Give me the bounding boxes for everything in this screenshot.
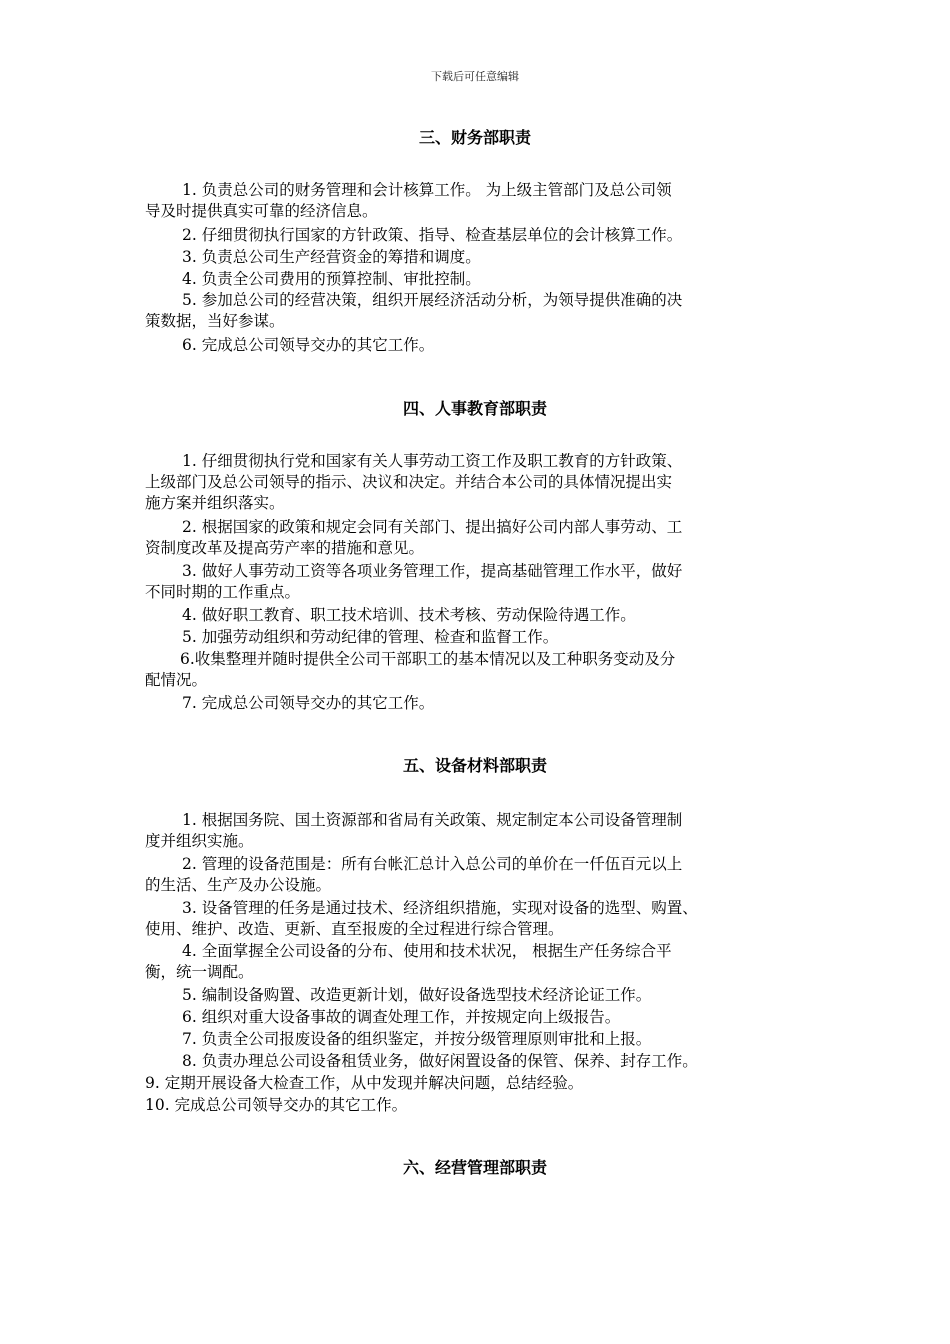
- finance-item-1: [145, 180, 825, 222]
- paragraph-line: 6. 组织对重大设备事故的调查处理工作，并按规定向上级报告。: [182, 1008, 621, 1026]
- paragraph-line: 度并组织实施。: [145, 832, 254, 850]
- paragraph-line: 4. 负责全公司费用的预算控制、审批控制。: [182, 270, 481, 288]
- paragraph-line: 2. 管理的设备范围是：所有台帐汇总计入总公司的单价在一仟伍百元以上: [182, 855, 683, 873]
- hr-item-6: [145, 649, 825, 691]
- paragraph-line: 2. 根据国家的政策和规定会同有关部门、提出搞好公司内部人事劳动、工: [182, 518, 683, 536]
- finance-item-3: [145, 247, 825, 268]
- paragraph-line: 8. 负责办理总公司设备租赁业务，做好闲置设备的保管、保养、封存工作。: [182, 1052, 698, 1070]
- paragraph-line: 1. 负责总公司的财务管理和会计核算工作。 为上级主管部门及总公司领: [182, 181, 672, 199]
- equipment-item-2: [145, 854, 825, 896]
- paragraph-line: 5. 加强劳动组织和劳动纪律的管理、检查和监督工作。: [182, 628, 559, 646]
- equipment-item-9: [145, 1073, 825, 1094]
- paragraph-line: 1. 仔细贯彻执行党和国家有关人事劳动工资工作及职工教育的方针政策、: [182, 452, 683, 470]
- hr-item-2: [145, 517, 825, 559]
- equipment-item-5: [145, 985, 825, 1006]
- finance-item-2: [145, 225, 825, 246]
- paragraph-line: 2. 仔细贯彻执行国家的方针政策、指导、检查基层单位的会计核算工作。: [182, 226, 683, 244]
- finance-item-6: [145, 335, 825, 356]
- equipment-item-8: [145, 1051, 825, 1072]
- equipment-item-6: [145, 1007, 825, 1028]
- paragraph-line: 上级部门及总公司领导的指示、决议和决定。并结合本公司的具体情况提出实: [145, 473, 673, 491]
- equipment-item-4: [145, 941, 825, 983]
- hr-item-4: [145, 605, 825, 626]
- paragraph-line: 施方案并组织落实。: [145, 494, 285, 512]
- paragraph-line: 不同时期的工作重点。: [145, 583, 301, 601]
- paragraph-line: 策数据，当好参谋。: [145, 312, 285, 330]
- paragraph-line: 使用、维护、改造、更新、直至报废的全过程进行综合管理。: [145, 920, 564, 938]
- paragraph-line: 配情况。: [145, 671, 208, 689]
- hr-item-1: [145, 451, 825, 514]
- section-heading-operations: 六、经营管理部职责: [402, 1158, 547, 1177]
- equipment-item-7: [145, 1029, 825, 1050]
- hr-item-3: [145, 561, 825, 603]
- paragraph-line: 10. 完成总公司领导交办的其它工作。: [145, 1096, 408, 1114]
- paragraph-line: 3. 做好人事劳动工资等各项业务管理工作，提高基础管理工作水平，做好: [182, 562, 683, 580]
- header-note: 下载后可任意编辑: [431, 70, 519, 83]
- hr-item-7: [145, 693, 825, 714]
- paragraph-line: 9. 定期开展设备大检查工作，从中发现并解决问题，总结经验。: [145, 1074, 584, 1092]
- paragraph-line: 6. 完成总公司领导交办的其它工作。: [182, 336, 435, 354]
- finance-item-5: [145, 290, 825, 332]
- paragraph-line: 的生活、生产及办公设施。: [145, 876, 332, 894]
- section-heading-finance: 三、财务部职责: [418, 128, 531, 147]
- paragraph-line: 5. 编制设备购置、改造更新计划，做好设备选型技术经济论证工作。: [182, 986, 652, 1004]
- paragraph-line: 7. 负责全公司报废设备的组织鉴定，并按分级管理原则审批和上报。: [182, 1030, 652, 1048]
- equipment-item-10: [145, 1095, 825, 1116]
- paragraph-line: 1. 根据国务院、国土资源部和省局有关政策、规定制定本公司设备管理制: [182, 811, 683, 829]
- section-heading-equipment: 五、设备材料部职责: [402, 756, 547, 775]
- paragraph-line: 5. 参加总公司的经营决策，组织开展经济活动分析，为领导提供准确的决: [182, 291, 683, 309]
- paragraph-line: 6.收集整理并随时提供全公司干部职工的基本情况以及工种职务变动及分: [180, 650, 676, 668]
- paragraph-line: 3. 负责总公司生产经营资金的筹措和调度。: [182, 248, 481, 266]
- equipment-item-3: [145, 898, 825, 940]
- paragraph-line: 导及时提供真实可靠的经济信息。: [145, 202, 378, 220]
- paragraph-line: 4. 全面掌握全公司设备的分布、使用和技术状况， 根据生产任务综合平: [182, 942, 672, 960]
- paragraph-line: 衡，统一调配。: [145, 963, 254, 981]
- paragraph-line: 资制度改革及提高劳产率的措施和意见。: [145, 539, 425, 557]
- equipment-item-1: [145, 810, 825, 852]
- paragraph-line: 4. 做好职工教育、职工技术培训、技术考核、劳动保险待遇工作。: [182, 606, 636, 624]
- paragraph-line: 7. 完成总公司领导交办的其它工作。: [182, 694, 435, 712]
- hr-item-5: [145, 627, 825, 648]
- paragraph-line: 3. 设备管理的任务是通过技术、经济组织措施，实现对设备的选型、购置、: [182, 899, 698, 917]
- section-heading-hr: 四、人事教育部职责: [402, 399, 547, 418]
- finance-item-4: [145, 269, 825, 290]
